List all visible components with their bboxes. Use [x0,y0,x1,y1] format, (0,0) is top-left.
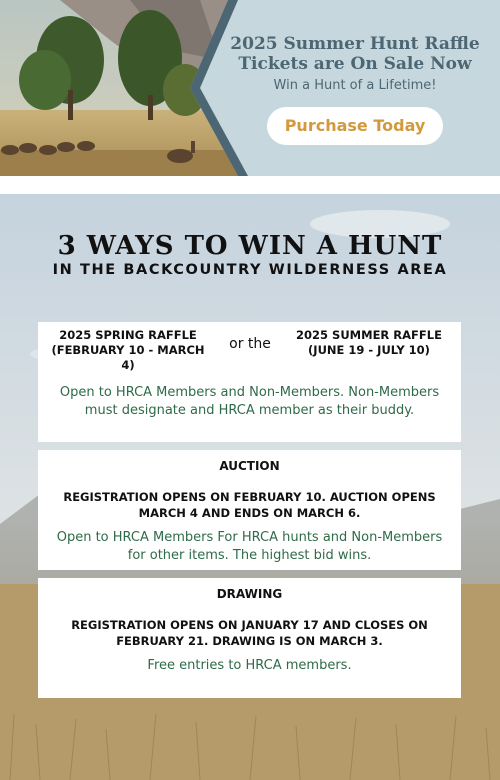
auction-registration: REGISTRATION OPENS ON FEBRUARY 10. AUCTION OPENS MARCH 4 AND ENDS ON MARCH 6. [63,490,436,520]
drawing-card [38,578,461,698]
raffle-options [38,328,461,372]
drawing-heading: DRAWING [216,587,283,601]
raffle-description: Open to HRCA Members and Non-Members. Non-Members must designate and HRCA member as their buddy. [59,385,440,418]
or-text: or the [229,336,271,352]
auction-description: Open to HRCA Members For HRCA hunts and Non-Members for other items. The highest bid wins. [56,530,443,563]
spring-raffle-label: 2025 SPRING RAFFLE (FEBRUARY 10 - MARCH 4) [51,328,205,372]
drawing-registration: REGISTRATION OPENS ON JANUARY 17 AND CLOSES ON FEBRUARY 21. DRAWING IS ON MARCH 3. [71,618,428,648]
promo-banner [0,0,500,176]
banner-title: 2025 Summer Hunt Raffle Tickets are On Sale Now [230,34,480,74]
auction-card [38,450,461,570]
spacer [0,176,500,194]
ways-to-win-section [0,194,500,780]
headline-title: 3 WAYS TO WIN A HUNT [57,231,443,261]
raffle-card [38,322,461,442]
auction-heading: AUCTION [219,459,280,473]
purchase-today-button[interactable]: Purchase Today [267,107,443,145]
headline-subtitle: IN THE BACKCOUNTRY WILDERNESS AREA [52,262,448,278]
summer-raffle-label: 2025 SUMMER RAFFLE (JUNE 19 - JULY 10) [296,328,442,357]
banner-text [210,34,500,145]
headline [0,230,500,278]
banner-subtitle: Win a Hunt of a Lifetime! [273,78,437,93]
drawing-description: Free entries to HRCA members. [147,658,352,673]
